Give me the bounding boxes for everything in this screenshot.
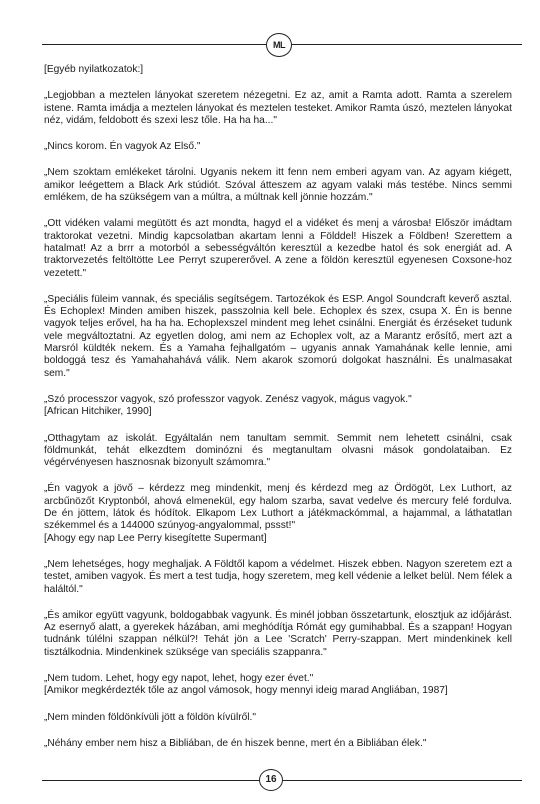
quote-paragraph: „Nem szoktam emlékeket tárolni. Ugyanis nekem itt fenn nem emberi agyam van. Az agyam kiégett, amikor leégettem a Black Ark stúdiót. Szóval átteszem az agyam valaki más testébe. Nincs semmi emlékem, de ha szükségem van a múltra, a múltnak kell jönnie hozzám." [44, 167, 512, 204]
quote-paragraph: „Nincs korom. Én vagyok Az Első." [44, 141, 201, 153]
quote-paragraph: „Legjobban a meztelen lányokat szeretem nézegetni. Ez az, amit a Ramta adott. Ramta a szerelem istene. Ramta imádja a meztelen lányokat és meztelen testeket. Amikor Ramta úszó, meztelen lányokat néz, vidám, feldobott és szexi lesz tőle. Ha ha ha..." [44, 90, 512, 126]
page-body [44, 64, 512, 764]
quote-paragraph: „Nem lehetséges, hogy meghaljak. A Földtől kapom a védelmet. Hiszek ebben. Nagyon szeretem ezt a testet, amiben vagyok. És mert a test tudja, hogy szeretem, meg kell védenie a lelket belül. Nem félek a haláltól." [44, 558, 512, 595]
quote-paragraph: „Ott vidéken valami megütött és azt mondta, hagyd el a vidéket és menj a városba! Először imádtam traktorokat vezetni. Mindig kapcsolatban akartam lenni a Földdel! Hiszek a Földben! Szerettem a hatalmat! Az a brrr a motorból a sebességváltón keresztül a kezedbe hatol és sok energiát ad. A traktorvezetés feltöltötte Lee Perryt szupererővel. A zene a földön keresztül egyenesen Coxsone-hoz vezetett." [44, 218, 512, 279]
quote-paragraph: „Speciális füleim vannak, és speciális segítségem. Tartozékok és ESP. Angol Soundcraft keverő asztal. És Echoplex! Minden amiben hiszek, passzolnia kell bele. Echoplex és szex, csupa X. Én is benne vagyok teljes erővel, ha ha ha. Echoplexszel mindent meg lehet csinálni. Energiát és érzéseket tudunk vele megváltoztatni. Az egyetlen dolog, ami nem az Echoplex volt, az a Marantz erősítő, mert azt a Marsról küldték nekem. És a Yamaha fejhallgatóm – ugyanis annak Yamahának kelle lennie, ami boldoggá tesz és Yamahahahává válik. Nem akarok szomorú dolgokat használni. És unalmasakat sem." [44, 293, 512, 379]
quote-paragraph: „Nem minden földönkívüli jött a földön kívülről." [44, 711, 256, 723]
quote-source: [Amikor megkérdezték tőle az angol vámosok, hogy mennyi ideig marad Angliában, 1987] [44, 685, 448, 697]
quote-paragraph: „Én vagyok a jövő – kérdezz meg mindenkit, menj és kérdezd meg az Ördögöt, Lex Luthort, az arcbűnözőt Kryptonból, ahová elmenekül, egy halom szarba, savat vedelve és mercury felé fordulva. De én jöttem, látok és hódítok. Elkapom Lex Luthort a játékmackómmal, a hajammal, a láthatatlan székemmel és a 144000 szúnyog-angyalommal, pssst!" [44, 483, 512, 532]
quote-paragraph: „Néhány ember nem hisz a Bibliában, de én hiszek benne, mert én a Bibliában élek." [44, 737, 427, 749]
page-number: 16 [259, 769, 283, 791]
quote-paragraph: „Szó processzor vagyok, szó professzor vagyok. Zenész vagyok, mágus vagyok." [44, 393, 412, 405]
section-header: [Egyéb nyilatkozatok:] [44, 64, 144, 75]
quote-source: [Ahogy egy nap Lee Perry kisegítette Supermant] [44, 532, 267, 544]
quote-paragraph: „Otthagytam az iskolát. Egyáltalán nem tanultam semmit. Semmit nem lehetett csinálni, csak földmunkát, tehát elkezdtem dominózni és megtanultam olvasni mások gondolataiban. Ez végérvényesen hasznosnak bizonyult számomra." [44, 432, 512, 469]
quote-source: [African Hitchiker, 1990] [44, 406, 152, 418]
quote-paragraph: „És amikor együtt vagyunk, boldogabbak vagyunk. És minél jobban összetartunk, elosztjuk az időjárást. Az esernyő alatt, a gyerekek házában, ami meghódítja Rómát egy gumihabbal. És a szappan! Hogyan tudnánk túlélni szappan nélkül?! Tehát jön a Lee 'Scratch' Perry-szappan. Mert mindenkinek kell tisztálkodnia. Mindenkinek szüksége van speciális szappanra." [44, 609, 512, 658]
ml-logo: ML [266, 33, 292, 57]
quote-paragraph: „Nem tudom. Lehet, hogy egy napot, lehet, hogy ezer évet." [44, 672, 314, 684]
